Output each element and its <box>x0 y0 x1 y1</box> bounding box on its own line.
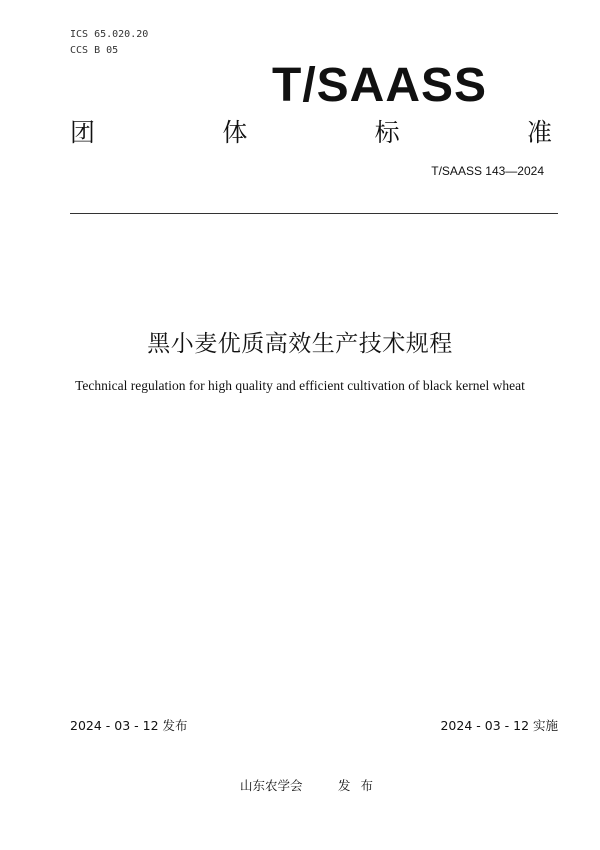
publish-label: 发布 <box>338 778 384 793</box>
standard-number: T/SAASS 143—2024 <box>431 164 544 178</box>
ics-code: ICS 65.020.20 <box>70 29 149 40</box>
standard-type-char: 团 <box>70 118 96 147</box>
issue-date: 2024 - 03 - 12 发布 <box>70 718 188 733</box>
ccs-code: CCS B 05 <box>70 45 119 56</box>
standard-type-char: 准 <box>526 118 552 147</box>
standard-type-char: 体 <box>222 118 248 147</box>
document-title-english: Technical regulation for high quality and efficient cultivation of black kernel wheat <box>75 378 525 393</box>
implementation-date: 2024 - 03 - 12 实施 <box>440 718 558 733</box>
publisher-name: 山东农学会 <box>240 778 303 793</box>
document-title-chinese: 黑小麦优质高效生产技术规程 <box>147 331 453 357</box>
organization-logo: T/SAASS <box>272 59 488 112</box>
standard-type <box>70 115 552 151</box>
standard-type-char: 标 <box>374 118 400 147</box>
header-divider <box>70 213 558 214</box>
